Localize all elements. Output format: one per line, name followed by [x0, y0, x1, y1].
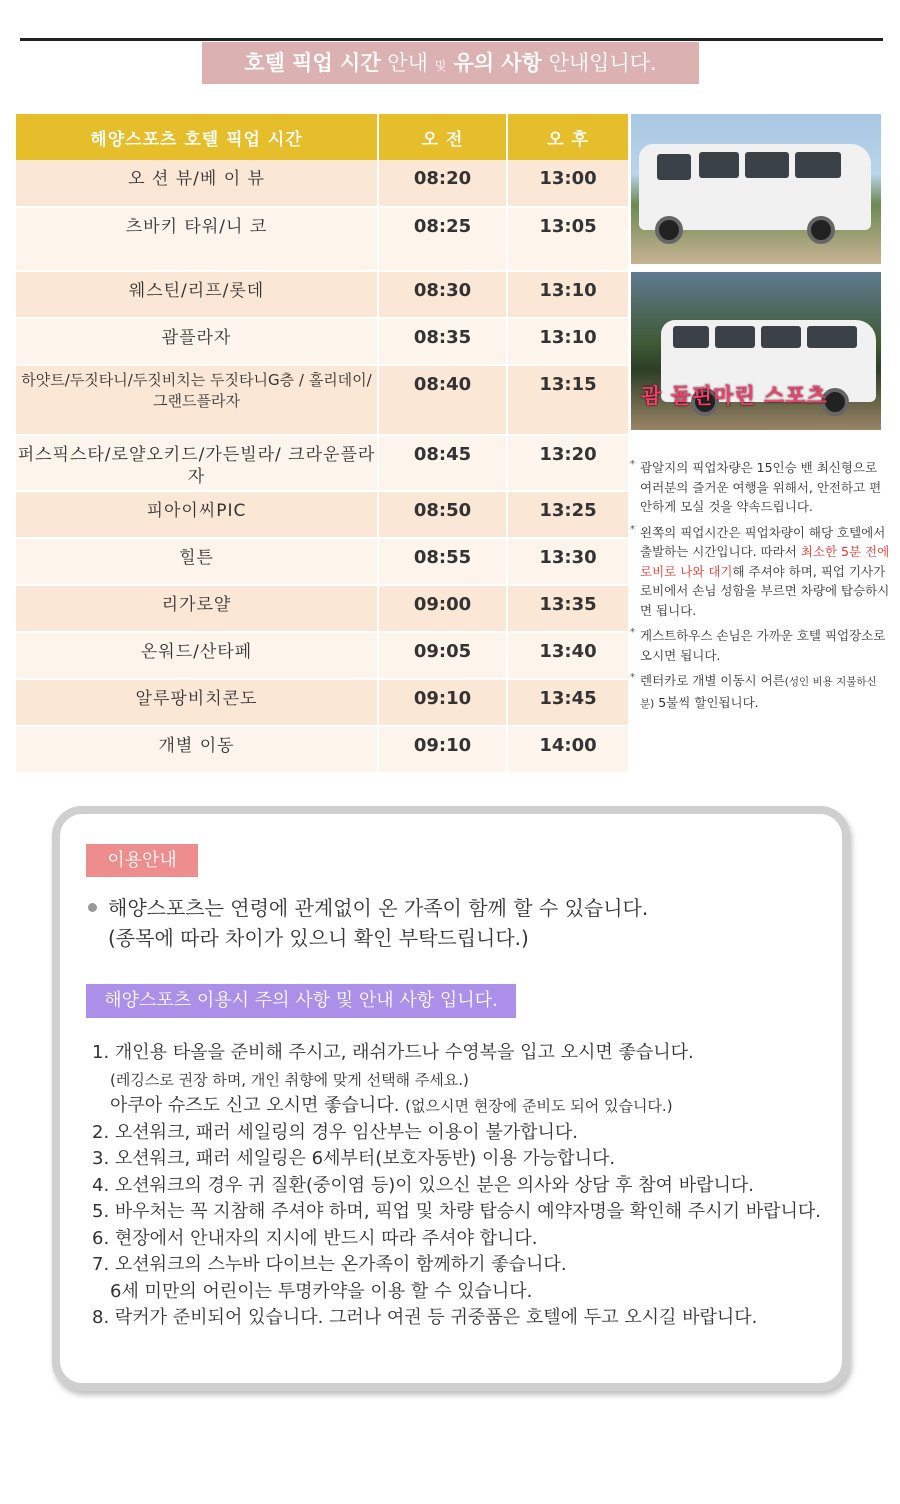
row-am-time: 09:05 — [378, 632, 507, 679]
table-row — [16, 679, 629, 726]
table-row — [16, 435, 629, 491]
pickup-van-photo — [631, 114, 881, 264]
row-location: 츠바키 타워/니 코 — [16, 207, 378, 271]
row-pm-time: 13:40 — [507, 632, 629, 679]
table-row — [16, 585, 629, 632]
page-title: 호텔 픽업 시간 안내 및 유의 사항 안내입니다. — [202, 42, 699, 84]
table-row — [16, 271, 629, 318]
list-item: 1. 개인용 타올을 준비해 주시고, 래쉬가드나 수영복을 입고 오시면 좋습니다. — [92, 1042, 694, 1063]
row-am-time: 08:25 — [378, 207, 507, 271]
van-wheel — [655, 216, 683, 244]
header-pm: 오 후 — [507, 114, 629, 160]
row-am-time: 08:30 — [378, 271, 507, 318]
row-am-time: 08:50 — [378, 491, 507, 538]
header-am: 오 전 — [378, 114, 507, 160]
photo-caption: 괌 돌핀마린 스포츠 — [641, 384, 828, 408]
pickup-schedule-table — [16, 114, 630, 774]
list-item: (레깅스로 권장 하며, 개인 취향에 맞게 선택해 주세요.) — [110, 1070, 469, 1089]
list-item: 2. 오션워크, 패러 세일링의 경우 임산부는 이용이 불가합니다. — [92, 1121, 578, 1143]
row-location: 퍼스픽스타/로얄오키드/가든빌라/ 크라운플라자 — [16, 435, 378, 491]
row-location: 괌플라자 — [16, 318, 378, 365]
row-pm-time: 13:35 — [507, 585, 629, 632]
pickup-notes — [630, 458, 892, 720]
row-location: 웨스틴/리프/롯데 — [16, 271, 378, 318]
row-location: 오 션 뷰/베 이 뷰 — [16, 160, 378, 207]
van-wheel — [807, 216, 835, 244]
list-item: 아쿠아 슈즈도 신고 오시면 좋습니다. (없으시면 현장에 준비도 되어 있습니다.) — [110, 1095, 673, 1116]
row-location: 온워드/산타페 — [16, 632, 378, 679]
table-row — [16, 318, 629, 365]
row-location: 개별 이동 — [16, 726, 378, 773]
list-item: 6세 미만의 어린이는 투명카약을 이용 할 수 있습니다. — [110, 1280, 533, 1302]
table-row — [16, 726, 629, 773]
table-header-row — [16, 114, 629, 160]
row-location: 알루팡비치콘도 — [16, 679, 378, 726]
list-item: 6. 현장에서 안내자의 지시에 반드시 따라 주셔야 합니다. — [92, 1227, 538, 1249]
row-pm-time: 13:10 — [507, 318, 629, 365]
note-item: * 렌터카로 개별 이동시 어른(성인 비용 지불하신 분) 5불씩 할인됩니다. — [630, 671, 892, 714]
list-item: 4. 오션워크의 경우 귀 질환(중이염 등)이 있으신 분은 의사와 상담 후 참여 바랍니다. — [92, 1174, 755, 1196]
row-am-time: 08:55 — [378, 538, 507, 585]
row-location: 피아이씨PIC — [16, 491, 378, 538]
row-pm-time: 13:45 — [507, 679, 629, 726]
table-row — [16, 632, 629, 679]
list-item: 3. 오션워크, 패러 세일링은 6세부터(보호자동반) 이용 가능합니다. — [92, 1148, 616, 1169]
row-am-time: 09:10 — [378, 679, 507, 726]
usage-guide-tag: 이용안내 — [86, 844, 198, 877]
caution-list — [92, 1040, 832, 1332]
row-pm-time: 13:30 — [507, 538, 629, 585]
list-item: 5. 바우처는 꼭 지참해 주셔야 하며, 픽업 및 차량 탑승시 예약자명을 확인해 주시기 바랍니다. — [92, 1201, 821, 1222]
row-pm-time: 13:20 — [507, 435, 629, 491]
row-pm-time: 13:00 — [507, 160, 629, 207]
top-divider — [20, 38, 883, 41]
row-am-time: 08:45 — [378, 435, 507, 491]
row-am-time: 08:20 — [378, 160, 507, 207]
row-pm-time: 13:15 — [507, 365, 629, 435]
row-am-time: 08:40 — [378, 365, 507, 435]
note-item: * 괌알지의 픽업차량은 15인승 밴 최신형으로 여러분의 즐거운 여행을 위해서, 안전하고 편안하게 모실 것을 약속드립니다. — [630, 458, 892, 517]
table-row — [16, 160, 629, 207]
row-am-time: 08:35 — [378, 318, 507, 365]
caution-tag: 해양스포츠 이용시 주의 사항 및 안내 사항 입니다. — [86, 984, 516, 1018]
dolphin-marine-van-photo — [631, 272, 881, 430]
row-am-time: 09:10 — [378, 726, 507, 773]
row-pm-time: 14:00 — [507, 726, 629, 773]
row-location: 리가로얄 — [16, 585, 378, 632]
table-row — [16, 207, 629, 271]
row-pm-time: 13:25 — [507, 491, 629, 538]
header-location: 해양스포츠 호텔 픽업 시간 — [16, 114, 378, 160]
bullet-icon — [88, 903, 97, 912]
note-item: * 게스트하우스 손님은 가까운 호텔 픽업장소로 오시면 됩니다. — [630, 626, 892, 665]
note-item: * 왼쪽의 픽업시간은 픽업차량이 해당 호텔에서 출발하는 시간입니다. 따라서 최소한 5분 전에 로비로 나와 대기해 주셔야 하며, 픽업 기사가 로비에서 손님 성함을 부르면 차량에 탑승하시면 됩니다. — [630, 523, 892, 621]
table-row — [16, 538, 629, 585]
list-item: 8. 락커가 준비되어 있습니다. 그러나 여권 등 귀중품은 호텔에 두고 오시길 바랍니다. — [92, 1307, 758, 1328]
usage-guide-text: 해양스포츠는 연령에 관계없이 온 가족이 함께 할 수 있습니다. (종목에 따라 차이가 있으니 확인 부탁드립니다.) — [108, 896, 649, 950]
row-pm-time: 13:10 — [507, 271, 629, 318]
table-row — [16, 491, 629, 538]
row-location: 하얏트/두짓타니/두짓비치는 두짓타니G층 / 홀리데이/그랜드플라자 — [16, 365, 378, 435]
row-location: 힐튼 — [16, 538, 378, 585]
row-pm-time: 13:05 — [507, 207, 629, 271]
table-row — [16, 365, 629, 435]
row-am-time: 09:00 — [378, 585, 507, 632]
list-item: 7. 오션워크의 스누바 다이브는 온가족이 함께하기 좋습니다. — [92, 1254, 567, 1275]
